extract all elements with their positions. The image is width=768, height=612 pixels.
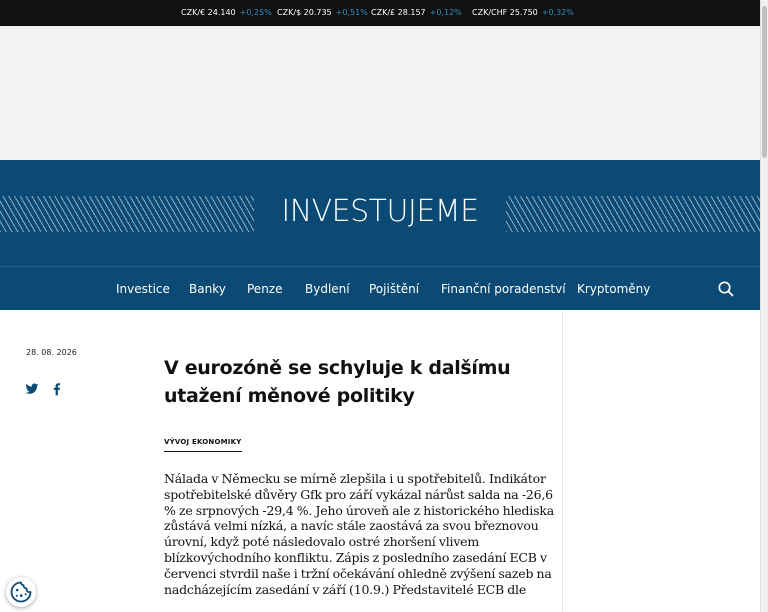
scrollbar-thumb[interactable]	[762, 6, 767, 158]
main-nav	[0, 266, 760, 310]
ticker-item: CZK/£ 28.157 +0,12%	[371, 8, 462, 17]
twitter-icon[interactable]	[25, 382, 39, 396]
article-area	[0, 310, 760, 612]
article-title: V eurozóně se schyluje k dalšímu utažení měnové politiky	[164, 357, 511, 407]
nav-item-bydleni[interactable]: Bydlení	[305, 282, 350, 296]
masthead	[0, 160, 760, 266]
article-body: Nálada v Německu se mírně zlepšila i u spotřebitelů. Indikátor spotřebitelské důvěry Gfk pro září vykázal nárůst salda na -26,6 % ze srpnových -29,4 %. Jeho úroveň ale z historického hlediska zůstává velmi nízká, a navíc stále zaostává za svou březnovou úrovní, když poté následovalo ostré zhoršení vlivem blízkovýchodního konfliktu. Zápis z posledního zasedání ECB v červenci stvrdil naše i tržní očekávání ohledně zvýšení sazeb na nadcházejícím zasedání v září (10.9.) Představitelé ECB dle	[164, 471, 554, 597]
page-scrollbar[interactable]	[760, 0, 768, 612]
search-icon[interactable]	[716, 279, 736, 299]
nav-item-investice[interactable]: Investice	[116, 282, 170, 296]
nav-item-penze[interactable]: Penze	[247, 282, 283, 296]
nav-item-pojisteni[interactable]: Pojištění	[369, 282, 420, 296]
nav-item-banky[interactable]: Banky	[189, 282, 226, 296]
currency-ticker	[0, 0, 760, 26]
ticker-item: CZK/€ 24.140 +0,25%	[181, 8, 272, 17]
ad-banner-area	[0, 26, 760, 160]
article-category-tag[interactable]: VÝVOJ EKONOMIKY	[164, 438, 242, 452]
article-date: 28. 08. 2026	[26, 348, 77, 357]
facebook-icon[interactable]	[50, 382, 64, 396]
ticker-item: CZK/CHF 25.750 +0,32%	[472, 8, 574, 17]
sidebar-divider	[562, 310, 563, 612]
cookie-settings-button[interactable]	[6, 577, 36, 607]
ticker-item: CZK/$ 20.735 +0,51%	[277, 8, 368, 17]
nav-item-financni-poradenstvi[interactable]: Finanční poradenství	[441, 282, 566, 296]
cookie-icon	[6, 577, 36, 607]
site-logo[interactable]: INVESTUJEME	[281, 194, 479, 229]
nav-item-kryptomeny[interactable]: Kryptoměny	[577, 282, 651, 296]
